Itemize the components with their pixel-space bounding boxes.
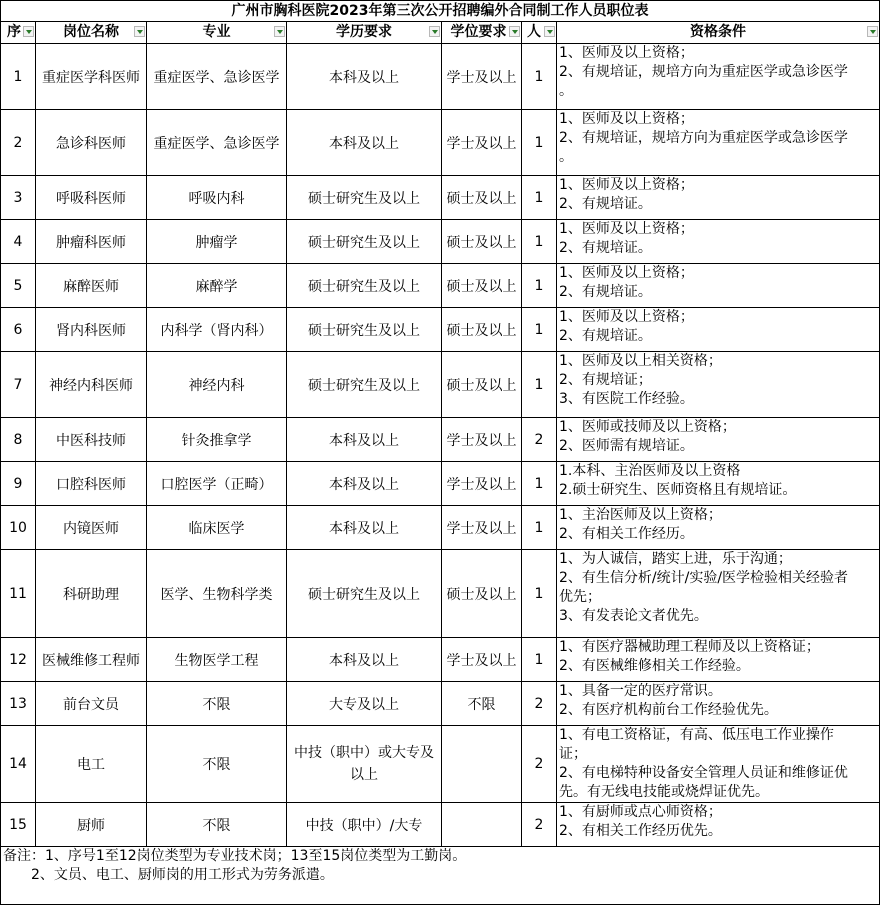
- headcount-cell: 2: [522, 418, 557, 462]
- row-number-cell: 10: [1, 506, 36, 550]
- qualification-line: 1.本科、主治医师及以上资格: [559, 463, 741, 479]
- qualification-line: 1、有医疗器械助理工程师及以上资格证；: [559, 639, 820, 655]
- major-cell: 重症医学、急诊医学: [147, 110, 287, 176]
- qualification-line: 2、有规培证，规培方向为重症医学或急诊医学: [559, 64, 848, 80]
- headcount-cell: 1: [522, 352, 557, 418]
- filter-dropdown-icon[interactable]: [23, 26, 34, 37]
- qualification-cell: [557, 220, 880, 264]
- header-qualification: [557, 22, 880, 44]
- post-name-cell: 肿瘤科医师: [36, 220, 147, 264]
- row-number-cell: 2: [1, 110, 36, 176]
- table-row: [1, 264, 880, 308]
- header-post: [36, 22, 147, 44]
- headcount-cell: 1: [522, 110, 557, 176]
- degree-cell: 学士及以上: [442, 638, 522, 682]
- post-name-cell: 厨师: [36, 803, 147, 847]
- headcount-cell: 1: [522, 44, 557, 110]
- table-title: 广州市胸科医院2023年第三次公开招聘编外合同制工作人员职位表: [1, 1, 880, 22]
- qualification-cell: [557, 506, 880, 550]
- qualification-cell: [557, 110, 880, 176]
- note-line: 备注：1、序号1至12岗位类型为专业技术岗；13至15岗位类型为工勤岗。: [3, 848, 467, 864]
- qualification-line: 2、有相关工作经历。: [559, 526, 694, 542]
- degree-cell: 学士及以上: [442, 418, 522, 462]
- qualification-line: 2、有相关工作经历优先。: [559, 823, 722, 839]
- education-cell: 硕士研究生及以上: [287, 308, 442, 352]
- qualification-cell: [557, 803, 880, 847]
- degree-cell: 学士及以上: [442, 44, 522, 110]
- education-cell: 硕士研究生及以上: [287, 220, 442, 264]
- major-cell: 生物医学工程: [147, 638, 287, 682]
- header-major: [147, 22, 287, 44]
- row-number-cell: 15: [1, 803, 36, 847]
- degree-cell: [442, 803, 522, 847]
- major-cell: 肿瘤学: [147, 220, 287, 264]
- qualification-line: 3、有发表论文者优先。: [559, 608, 708, 624]
- headcount-cell: 1: [522, 308, 557, 352]
- post-name-cell: 麻醉医师: [36, 264, 147, 308]
- row-number-cell: 12: [1, 638, 36, 682]
- education-cell: 中技（职中）或大专及以上: [287, 726, 442, 803]
- qualification-line: 1、医师及以上相关资格；: [559, 353, 722, 369]
- qualification-line: 1、医师及以上资格；: [559, 45, 694, 61]
- major-cell: 不限: [147, 726, 287, 803]
- qualification-cell: [557, 682, 880, 726]
- row-number-cell: 4: [1, 220, 36, 264]
- degree-cell: 硕士及以上: [442, 176, 522, 220]
- qualification-cell: [557, 264, 880, 308]
- qualification-line: 2、有生信分析/统计/实验/医学检验相关经验者: [559, 570, 849, 586]
- education-cell: 本科及以上: [287, 506, 442, 550]
- header-count: [522, 22, 557, 44]
- degree-cell: 不限: [442, 682, 522, 726]
- qualification-line: 优先；: [559, 589, 601, 605]
- row-number-cell: 14: [1, 726, 36, 803]
- post-name-cell: 医械维修工程师: [36, 638, 147, 682]
- degree-cell: 学士及以上: [442, 506, 522, 550]
- notes-row: [1, 847, 880, 905]
- row-number-cell: 7: [1, 352, 36, 418]
- row-number-cell: 1: [1, 44, 36, 110]
- education-cell: 大专及以上: [287, 682, 442, 726]
- table-row: [1, 506, 880, 550]
- qualification-line: 1、医师及以上资格；: [559, 221, 694, 237]
- qualification-line: 2、有规培证。: [559, 328, 652, 344]
- filter-dropdown-icon[interactable]: [509, 26, 520, 37]
- header-label: 资格条件: [690, 24, 747, 40]
- qualification-line: 2.硕士研究生、医师资格且有规培证。: [559, 482, 797, 498]
- major-cell: 不限: [147, 803, 287, 847]
- table-body: [1, 44, 880, 847]
- qualification-line: 1、医师及以上资格；: [559, 111, 694, 127]
- header-education: [287, 22, 442, 44]
- post-name-cell: 急诊科医师: [36, 110, 147, 176]
- table-row: [1, 220, 880, 264]
- major-cell: 不限: [147, 682, 287, 726]
- post-name-cell: 科研助理: [36, 550, 147, 638]
- degree-cell: 学士及以上: [442, 110, 522, 176]
- post-name-cell: 神经内科医师: [36, 352, 147, 418]
- row-number-cell: 9: [1, 462, 36, 506]
- headcount-cell: 1: [522, 550, 557, 638]
- qualification-line: 3、有医院工作经验。: [559, 391, 694, 407]
- table-row: [1, 803, 880, 847]
- post-name-cell: 电工: [36, 726, 147, 803]
- header-label: 人: [527, 24, 541, 40]
- education-cell: 硕士研究生及以上: [287, 550, 442, 638]
- qualification-cell: [557, 308, 880, 352]
- education-cell: 本科及以上: [287, 638, 442, 682]
- major-cell: 临床医学: [147, 506, 287, 550]
- header-label: 专业: [202, 24, 231, 40]
- header-no: [1, 22, 36, 44]
- major-cell: 内科学（肾内科）: [147, 308, 287, 352]
- qualification-line: 2、有规培证。: [559, 196, 652, 212]
- education-cell: 本科及以上: [287, 418, 442, 462]
- qualification-line: 2、有医械维修相关工作经验。: [559, 658, 750, 674]
- degree-cell: 硕士及以上: [442, 220, 522, 264]
- table-row: [1, 44, 880, 110]
- education-cell: 硕士研究生及以上: [287, 264, 442, 308]
- qualification-line: 2、有医疗机构前台工作经验优先。: [559, 702, 778, 718]
- qualification-line: 先。有无线电技能或烧焊证优先。: [559, 784, 769, 800]
- headcount-cell: 1: [522, 176, 557, 220]
- header-label: 序: [7, 24, 21, 40]
- major-cell: 医学、生物科学类: [147, 550, 287, 638]
- table-row: [1, 418, 880, 462]
- headcount-cell: 1: [522, 264, 557, 308]
- post-name-cell: 重症医学科医师: [36, 44, 147, 110]
- education-cell: 本科及以上: [287, 462, 442, 506]
- qualification-line: 1、有电工资格证，有高、低压电工作业操作: [559, 727, 834, 743]
- qualification-line: 2、医师需有规培证。: [559, 438, 694, 454]
- post-name-cell: 内镜医师: [36, 506, 147, 550]
- table-row: [1, 726, 880, 803]
- qualification-line: 1、有厨师或点心师资格；: [559, 804, 722, 820]
- header-label: 学历要求: [336, 24, 392, 40]
- qualification-line: 2、有规培证。: [559, 240, 652, 256]
- qualification-cell: [557, 550, 880, 638]
- row-number-cell: 11: [1, 550, 36, 638]
- qualification-line: 1、为人诚信，踏实上进，乐于沟通；: [559, 551, 792, 567]
- notes-cell: [1, 847, 880, 905]
- major-cell: 麻醉学: [147, 264, 287, 308]
- major-cell: 重症医学、急诊医学: [147, 44, 287, 110]
- qualification-cell: [557, 44, 880, 110]
- qualification-line: 1、主治医师及以上资格；: [559, 507, 722, 523]
- qualification-line: 2、有规培证；: [559, 372, 652, 388]
- major-cell: 神经内科: [147, 352, 287, 418]
- header-row: [1, 22, 880, 44]
- filter-dropdown-icon[interactable]: [429, 26, 440, 37]
- degree-cell: 硕士及以上: [442, 264, 522, 308]
- post-name-cell: 呼吸科医师: [36, 176, 147, 220]
- row-number-cell: 6: [1, 308, 36, 352]
- degree-cell: 学士及以上: [442, 462, 522, 506]
- filter-dropdown-icon[interactable]: [274, 26, 285, 37]
- education-cell: 中技（职中）/大专: [287, 803, 442, 847]
- headcount-cell: 2: [522, 682, 557, 726]
- post-name-cell: 肾内科医师: [36, 308, 147, 352]
- qualification-line: 1、医师及以上资格；: [559, 265, 694, 281]
- qualification-cell: [557, 726, 880, 803]
- qualification-cell: [557, 638, 880, 682]
- qualification-line: 。: [559, 83, 573, 99]
- qualification-line: 2、有规培证。: [559, 284, 652, 300]
- qualification-line: 1、医师及以上资格；: [559, 309, 694, 325]
- qualification-line: 1、医师或技师及以上资格；: [559, 419, 736, 435]
- degree-cell: [442, 726, 522, 803]
- qualification-cell: [557, 176, 880, 220]
- row-number-cell: 8: [1, 418, 36, 462]
- education-cell: 硕士研究生及以上: [287, 352, 442, 418]
- education-cell: 本科及以上: [287, 44, 442, 110]
- headcount-cell: 2: [522, 726, 557, 803]
- table-row: [1, 308, 880, 352]
- filter-dropdown-icon[interactable]: [134, 26, 145, 37]
- qualification-line: 2、有电梯特种设备安全管理人员证和维修证优: [559, 765, 848, 781]
- row-number-cell: 13: [1, 682, 36, 726]
- headcount-cell: 1: [522, 220, 557, 264]
- filter-dropdown-icon[interactable]: [544, 26, 555, 37]
- header-degree: [442, 22, 522, 44]
- filter-dropdown-icon[interactable]: [867, 26, 878, 37]
- row-number-cell: 5: [1, 264, 36, 308]
- degree-cell: 硕士及以上: [442, 308, 522, 352]
- degree-cell: 硕士及以上: [442, 352, 522, 418]
- post-name-cell: 前台文员: [36, 682, 147, 726]
- table-row: [1, 176, 880, 220]
- table-row: [1, 638, 880, 682]
- table-row: [1, 682, 880, 726]
- headcount-cell: 1: [522, 462, 557, 506]
- major-cell: 针灸推拿学: [147, 418, 287, 462]
- major-cell: 呼吸内科: [147, 176, 287, 220]
- table-row: [1, 110, 880, 176]
- note-line: 2、文员、电工、厨师岗的用工形式为劳务派遣。: [3, 867, 334, 883]
- row-number-cell: 3: [1, 176, 36, 220]
- qualification-line: 1、具备一定的医疗常识。: [559, 683, 722, 699]
- qualification-cell: [557, 352, 880, 418]
- qualification-line: 证；: [559, 746, 587, 762]
- header-label: 学位要求: [450, 24, 507, 40]
- qualification-line: 2、有规培证，规培方向为重症医学或急诊医学: [559, 130, 848, 146]
- qualification-line: 。: [559, 149, 573, 165]
- education-cell: 本科及以上: [287, 110, 442, 176]
- headcount-cell: 2: [522, 803, 557, 847]
- degree-cell: 硕士及以上: [442, 550, 522, 638]
- table-row: [1, 462, 880, 506]
- post-name-cell: 中医科技师: [36, 418, 147, 462]
- qualification-line: 1、医师及以上资格；: [559, 177, 694, 193]
- qualification-cell: [557, 418, 880, 462]
- header-label: 岗位名称: [63, 24, 119, 40]
- major-cell: 口腔医学（正畸）: [147, 462, 287, 506]
- post-name-cell: 口腔科医师: [36, 462, 147, 506]
- qualification-cell: [557, 462, 880, 506]
- table-row: [1, 352, 880, 418]
- headcount-cell: 1: [522, 506, 557, 550]
- table-row: [1, 550, 880, 638]
- headcount-cell: 1: [522, 638, 557, 682]
- education-cell: 硕士研究生及以上: [287, 176, 442, 220]
